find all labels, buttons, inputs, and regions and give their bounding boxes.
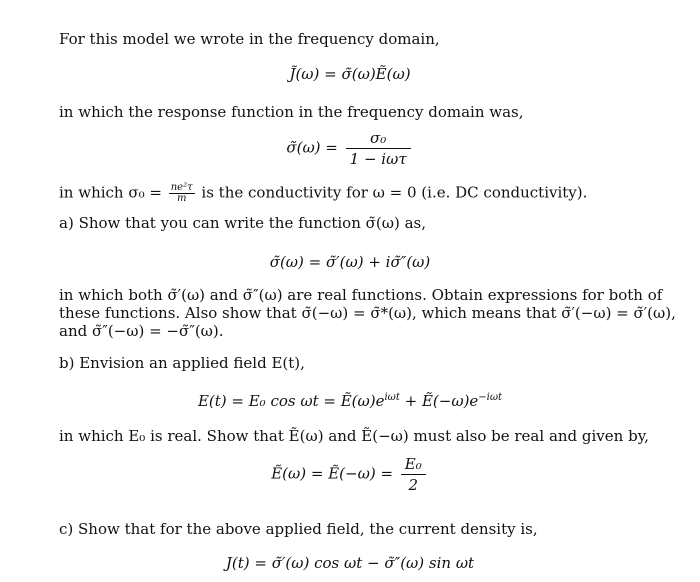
part-a-text-line-2: these functions. Also show that σ̃(−ω) = σ̃*(ω), which means that σ̃′(−ω) = σ̃′(ω), — [59, 304, 676, 322]
eq2-lhs: σ̃(ω) = — [286, 138, 338, 157]
eq4-mid: + Ẽ(−ω)e — [399, 392, 479, 410]
equation-field-amplitude — [0, 456, 700, 493]
response-intro-text: in which the response function in the frequency domain was, — [59, 103, 524, 121]
equation-current-density-frequency: J̃(ω) = σ̃(ω)Ẽ(ω) — [289, 65, 411, 83]
eq4-exp-negative: −iωt — [478, 392, 503, 403]
sigma0-definition — [59, 183, 587, 204]
intro-text: For this model we wrote in the frequency domain, — [59, 30, 440, 48]
eq2-denominator: 1 − iωτ — [349, 150, 407, 168]
eq2-numerator: σ₀ — [346, 130, 411, 149]
sigma0-post: is the conductivity for ω = 0 (i.e. DC conductivity). — [201, 183, 588, 202]
eq5-numerator: E₀ — [401, 456, 426, 475]
sigma0-pre: in which σ₀ = — [59, 183, 162, 202]
eq4-main: E(t) = E₀ cos ωt = Ẽ(ω)e — [197, 392, 385, 410]
equation-complex-decomposition: σ̃(ω) = σ̃′(ω) + iσ̃″(ω) — [269, 253, 431, 271]
part-b-heading: b) Envision an applied field E(t), — [59, 354, 305, 372]
part-a-text-line-1: in which both σ̃′(ω) and σ̃″(ω) are real functions. Obtain expressions for both of — [59, 286, 663, 304]
eq4-exp-positive: iωt — [384, 392, 400, 403]
eq5-lhs: Ẽ(ω) = Ẽ(−ω) = — [271, 464, 394, 483]
sigma0-denominator: m — [176, 193, 187, 204]
sigma0-numerator: ne²τ — [170, 182, 193, 193]
eq5-fraction — [401, 456, 426, 493]
equation-current-density-time: J(t) = σ̃′(ω) cos ωt − σ̃″(ω) sin ωt — [225, 554, 475, 572]
eq2-fraction — [346, 130, 411, 167]
sigma0-fraction — [169, 183, 195, 204]
part-c-heading: c) Show that for the above applied field, the current density is, — [59, 520, 538, 538]
eq5-denominator: 2 — [408, 476, 419, 494]
part-a-text-line-3: and σ̃″(−ω) = −σ̃″(ω). — [59, 322, 224, 340]
part-b-text: in which E₀ is real. Show that Ẽ(ω) and Ẽ(−ω) must also be real and given by, — [59, 427, 649, 445]
equation-response-function — [0, 130, 700, 167]
part-a-heading: a) Show that you can write the function σ̃(ω) as, — [59, 214, 426, 232]
equation-applied-field — [0, 388, 700, 411]
